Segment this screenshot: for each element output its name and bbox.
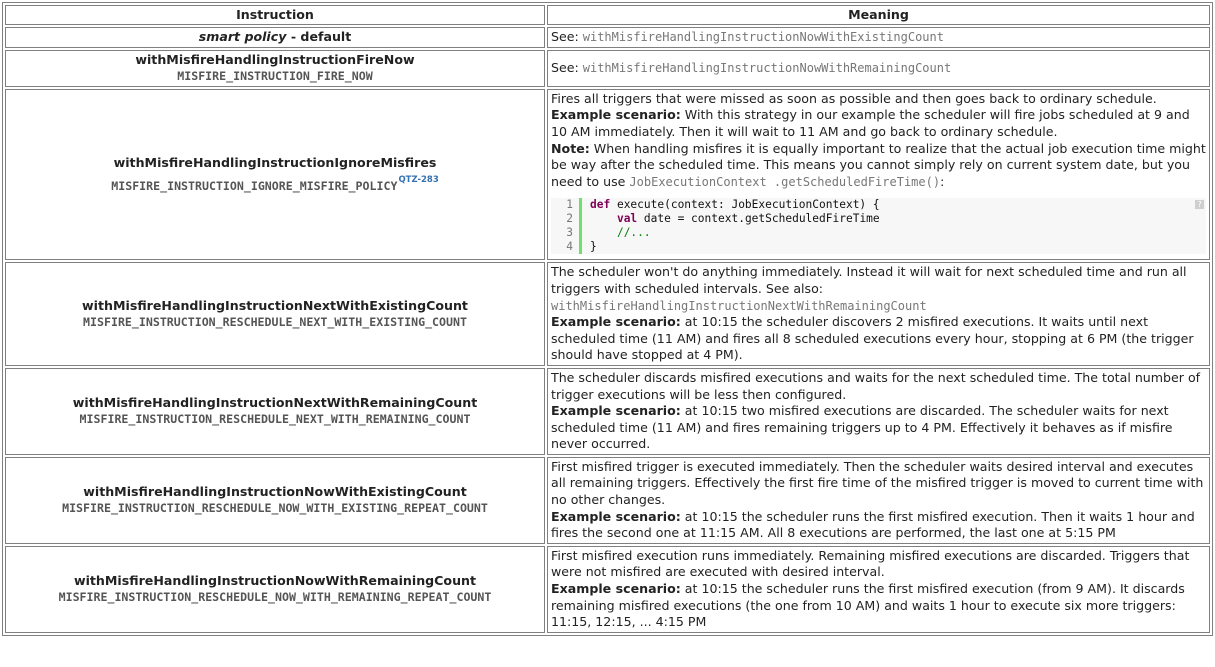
code-comment: //...: [616, 226, 651, 240]
code-text: date = context.getScheduledFireTime: [637, 212, 880, 226]
instruction-cell: [5, 457, 545, 544]
policy-name: smart policy: [198, 29, 287, 44]
instruction-name: withMisfireHandlingInstructionNextWithExistingCount: [82, 297, 468, 313]
meaning-cell: [547, 89, 1210, 261]
instruction-constant: MISFIRE_INSTRUCTION_FIRE_NOW: [177, 69, 373, 84]
instruction-cell: [5, 262, 545, 366]
meaning-cell: [547, 546, 1210, 633]
meaning-column-header: Meaning: [547, 5, 1210, 25]
meaning-cell: [547, 457, 1210, 544]
example-text: at 10:15 the scheduler runs the first misfired execution (from 9 AM). It discards remaining misfired executions (the one from 10 AM) and waits 1 hour to execute six more triggers: 11:15, 12:15, ... 4:15 PM: [551, 581, 1185, 630]
instruction-constant: [9, 172, 541, 195]
policy-default-suffix: - default: [286, 29, 352, 44]
instruction-name: withMisfireHandlingInstructionIgnoreMisfires: [113, 154, 437, 170]
instruction-cell: [5, 368, 545, 455]
meaning-cell: [547, 368, 1210, 455]
instruction-name: withMisfireHandlingInstructionFireNow: [135, 51, 415, 67]
note-label: Note:: [551, 140, 590, 156]
table-row: [5, 89, 1210, 261]
see-label: See:: [551, 29, 583, 44]
table-row: [5, 368, 1210, 455]
instruction-cell: [5, 546, 545, 633]
instruction-constant-text: MISFIRE_INSTRUCTION_IGNORE_MISFIRE_POLICY: [111, 178, 398, 193]
code-keyword: val: [616, 212, 638, 226]
instruction-constant: MISFIRE_INSTRUCTION_RESCHEDULE_NEXT_WITH_REMAINING_COUNT: [79, 412, 471, 427]
example-text: at 10:15 two misfired executions are discarded. The scheduler waits for next scheduled time (11 AM) and fires remaining triggers up to 4 PM. Effectively it behaves as if misfire never occurred.: [551, 403, 1173, 452]
example-text: at 10:15 the scheduler discovers 2 misfired executions. It waits until next scheduled time (11 AM) and fires all 8 scheduled executions every hour, stopping at 6 PM (the trigger should have stopped at 4 PM).: [551, 314, 1194, 363]
instruction-constant: MISFIRE_INSTRUCTION_RESCHEDULE_NOW_WITH_EXISTING_REPEAT_COUNT: [62, 501, 488, 516]
code-line: [551, 212, 1206, 226]
instruction-cell: [5, 50, 545, 87]
instruction-name: withMisfireHandlingInstructionNowWithExistingCount: [83, 483, 467, 499]
meaning-text: First misfired execution runs immediately. Remaining misfired executions are discarded. Triggers that were not misfired are executed with desired interval.: [551, 547, 1190, 580]
help-icon[interactable]: ?: [1195, 200, 1204, 209]
meaning-cell: [547, 27, 1210, 48]
qtz-issue-link[interactable]: QTZ-283: [398, 174, 439, 185]
instruction-constant: MISFIRE_INSTRUCTION_RESCHEDULE_NOW_WITH_REMAINING_REPEAT_COUNT: [58, 590, 492, 605]
note-reference: JobExecutionContext .getScheduledFireTime(): [629, 174, 941, 189]
meaning-text: Fires all triggers that were missed as soon as possible and then goes back to ordinary schedule.: [551, 90, 1157, 106]
line-number: 2: [551, 212, 582, 226]
instruction-name: withMisfireHandlingInstructionNextWithRemainingCount: [72, 394, 478, 410]
see-label: See:: [551, 59, 583, 75]
example-text: With this strategy in our example the scheduler will fire jobs scheduled at 9 and 10 AM immediately. Then it will wait to 11 AM and go back to ordinary schedule.: [551, 107, 1190, 139]
code-line: [551, 226, 1206, 240]
misfire-instructions-table: [2, 2, 1213, 636]
table-row: [5, 27, 1210, 48]
meaning-text: First misfired trigger is executed immediately. Then the scheduler waits desired interval and executes all remaining triggers. Effectively the first fire time of the misfired trigger is moved to current time with no other changes.: [551, 458, 1204, 508]
table-row: [5, 262, 1210, 366]
code-line: [551, 240, 1206, 254]
line-number: 1: [551, 198, 582, 212]
meaning-cell: [547, 50, 1210, 87]
example-label: Example scenario:: [551, 107, 681, 123]
see-reference: withMisfireHandlingInstructionNextWithRemainingCount: [551, 298, 927, 313]
line-number: 3: [551, 226, 582, 240]
see-reference: withMisfireHandlingInstructionNowWithRemainingCount: [582, 60, 952, 75]
see-reference: withMisfireHandlingInstructionNowWithExistingCount: [582, 30, 944, 44]
line-number: 4: [551, 240, 582, 254]
example-label: Example scenario:: [551, 403, 681, 419]
example-text: at 10:15 the scheduler runs the first misfired execution. Then it waits 1 hour and fires the second one at 11:15 AM. All 8 executions are performed, the last one at 5:15 PM: [551, 508, 1195, 541]
code-keyword: def: [590, 198, 611, 212]
example-label: Example scenario:: [551, 508, 681, 524]
example-label: Example scenario:: [551, 314, 681, 330]
note-end: :: [940, 173, 945, 189]
meaning-cell: [547, 262, 1210, 366]
code-text: execute(context: JobExecutionContext) {: [610, 198, 880, 212]
instruction-constant: MISFIRE_INSTRUCTION_RESCHEDULE_NEXT_WITH_EXISTING_COUNT: [83, 315, 467, 330]
note-text: When handling misfires it is equally important to realize that the actual job execution time might be way after the scheduled time. This means you cannot simply rely on current system date, but you need to use: [551, 140, 1206, 189]
meaning-text: The scheduler won't do anything immediately. Instead it will wait for next scheduled time and run all triggers with scheduled intervals. See also:: [551, 264, 1187, 296]
example-label: Example scenario:: [551, 581, 681, 597]
instruction-name: withMisfireHandlingInstructionNowWithRemainingCount: [73, 572, 477, 588]
table-row: [5, 50, 1210, 87]
instruction-cell: [5, 27, 545, 48]
instruction-column-header: Instruction: [5, 5, 545, 25]
code-block: [551, 198, 1206, 254]
table-row: [5, 546, 1210, 633]
code-line: [551, 198, 1206, 212]
table-header-row: [5, 5, 1210, 25]
meaning-text: The scheduler discards misfired executions and waits for the next scheduled time. The total number of trigger executions will be less then configured.: [551, 369, 1201, 402]
table-row: [5, 457, 1210, 544]
code-indent: [590, 212, 617, 225]
code-indent: [590, 226, 617, 239]
instruction-cell: [5, 89, 545, 261]
code-text: }: [590, 240, 597, 254]
